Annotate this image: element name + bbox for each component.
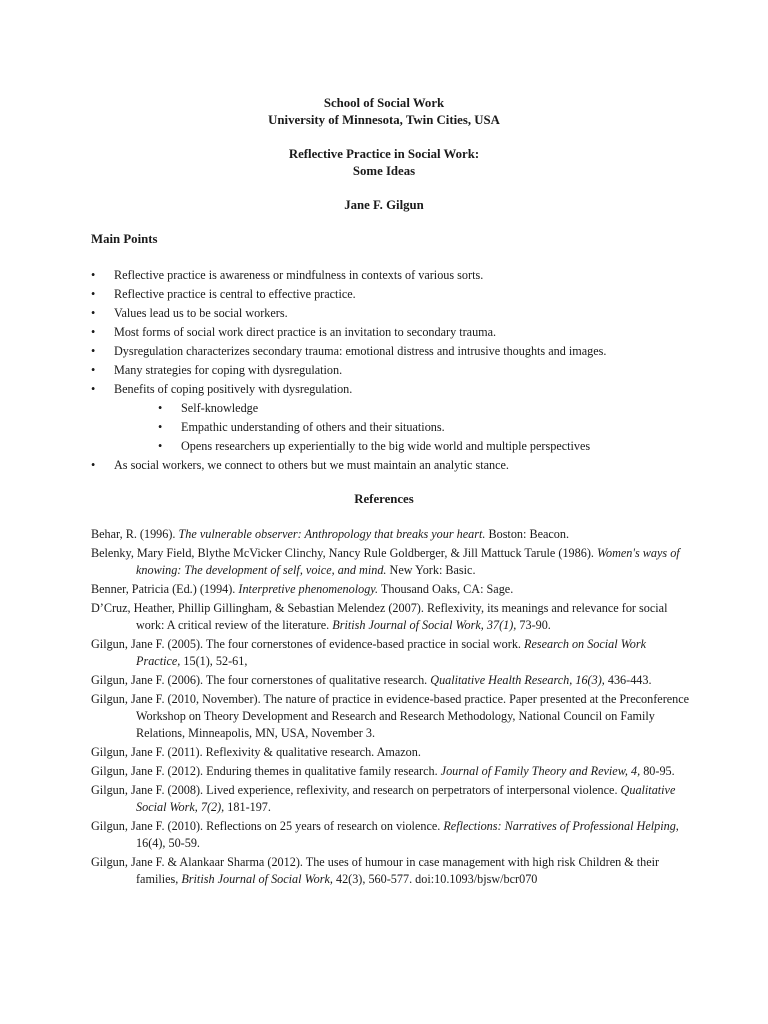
list-item-text: Reflective practice is awareness or mindfulness in contexts of various sorts.	[114, 268, 484, 282]
bullet-icon: •	[158, 439, 163, 453]
list-item-text: Benefits of coping positively with dysregulation.	[114, 382, 353, 396]
reference-text: Gilgun, Jane F. (2010). Reflections on 25 years of research on violence.	[91, 819, 444, 833]
bullet-icon: •	[158, 401, 163, 415]
list-item-text: Values lead us to be social workers.	[114, 306, 288, 320]
reference-entry	[91, 672, 691, 689]
university-name: University of Minnesota, Twin Cities, USA	[268, 113, 500, 127]
reference-text-end: 80-95.	[640, 764, 675, 778]
reference-text: Gilgun, Jane F. & Alankaar Sharma (2012). The uses of humour in case management with high risk Children & their families,	[91, 855, 660, 886]
reference-text-end: Boston: Beacon.	[485, 527, 570, 541]
reference-italic: Interpretive phenomenology.	[238, 582, 379, 596]
reference-text: Gilgun, Jane F. (2006). The four cornerstones of qualitative research.	[91, 673, 431, 687]
bullet-icon: •	[91, 306, 96, 320]
reference-entry	[91, 636, 691, 670]
list-item-text: Many strategies for coping with dysregulation.	[114, 363, 343, 377]
list-item	[91, 362, 691, 379]
reference-entry	[91, 545, 691, 579]
sub-list-item-text: Opens researchers up experientially to the big wide world and multiple perspectives	[181, 439, 591, 453]
document-header	[0, 95, 768, 214]
reference-italic: Qualitative Health Research, 16(3),	[430, 673, 605, 687]
reference-entry	[91, 744, 691, 761]
school-name: School of Social Work	[323, 96, 445, 110]
reference-text: Gilgun, Jane F. (2008). Lived experience, reflexivity, and research on perpetrators of interpersonal violence.	[91, 783, 621, 797]
reference-entry	[91, 600, 691, 634]
list-item	[91, 324, 691, 341]
reference-text: Gilgun, Jane F. (2011). Reflexivity & qualitative research. Amazon.	[91, 745, 421, 759]
reference-text: Behar, R. (1996).	[91, 527, 179, 541]
reference-text-end: 73-90.	[516, 618, 551, 632]
list-item	[91, 457, 691, 474]
reference-text-end: Thousand Oaks, CA: Sage.	[378, 582, 514, 596]
list-item-text: As social workers, we connect to others but we must maintain an analytic stance.	[114, 458, 509, 472]
sub-list-item-text: Empathic understanding of others and their situations.	[181, 420, 445, 434]
references-heading: References	[354, 492, 414, 506]
reference-text: Gilgun, Jane F. (2010, November). The nature of practice in evidence-based practice. Paper presented at the Preconference Workshop on Theory Development and Research and Research Methodology, National Council on Family Relations, Minneapolis, MN, USA, November 3.	[91, 692, 690, 740]
main-points-heading: Main Points	[91, 232, 158, 246]
title-line-1: Reflective Practice in Social Work:	[288, 147, 480, 161]
reference-entry	[91, 782, 691, 816]
author-name: Jane F. Gilgun	[344, 198, 424, 212]
reference-text: Gilgun, Jane F. (2005). The four cornerstones of evidence-based practice in social work.	[91, 637, 525, 651]
reference-italic: Women's ways of knowing: The development of self, voice, and mind.	[136, 546, 680, 577]
references-list	[91, 526, 691, 890]
reference-entry	[91, 526, 691, 543]
reference-italic: Reflections: Narratives of Professional Helping,	[443, 819, 679, 833]
reference-text-end: New York: Basic.	[386, 563, 476, 577]
reference-italic: British Journal of Social Work, 37(1),	[332, 618, 517, 632]
reference-entry	[91, 854, 691, 888]
benefits-sublist	[114, 400, 691, 455]
list-item-text: Reflective practice is central to effective practice.	[114, 287, 356, 301]
reference-italic: The vulnerable observer: Anthropology that breaks your heart.	[178, 527, 486, 541]
reference-text: Benner, Patricia (Ed.) (1994).	[91, 582, 239, 596]
bullet-icon: •	[91, 363, 96, 377]
reference-text-end: 181-197.	[224, 800, 271, 814]
list-item	[91, 343, 691, 360]
bullet-icon: •	[91, 268, 96, 282]
sub-list-item	[114, 419, 691, 436]
reference-italic: Research on Social Work Practice,	[136, 637, 646, 668]
reference-italic: British Journal of Social Work,	[181, 872, 333, 886]
title-line-2: Some Ideas	[352, 164, 416, 178]
reference-entry	[91, 581, 691, 598]
reference-text: D’Cruz, Heather, Phillip Gillingham, & Sebastian Melendez (2007). Reflexivity, its meanings and relevance for social work: A critical review of the literature.	[91, 601, 668, 632]
bullet-icon: •	[91, 287, 96, 301]
list-item	[91, 286, 691, 303]
reference-italic: Journal of Family Theory and Review, 4,	[440, 764, 641, 778]
reference-text-end: 16(4), 50-59.	[136, 836, 200, 850]
sub-list-item	[114, 400, 691, 417]
reference-text-end: 42(3), 560-577. doi:10.1093/bjsw/bcr070	[332, 872, 538, 886]
reference-text: Gilgun, Jane F. (2012). Enduring themes in qualitative family research.	[91, 764, 441, 778]
reference-entry	[91, 818, 691, 852]
reference-text: Belenky, Mary Field, Blythe McVicker Clinchy, Nancy Rule Goldberger, & Jill Mattuck Tarule (1986).	[91, 546, 597, 560]
reference-text-end: 436-443.	[604, 673, 652, 687]
bullet-icon: •	[91, 382, 96, 396]
bullet-icon: •	[91, 458, 96, 472]
bullet-icon: •	[91, 344, 96, 358]
reference-entry	[91, 763, 691, 780]
list-item	[91, 305, 691, 322]
sub-list-item	[114, 438, 691, 455]
bullet-icon: •	[91, 325, 96, 339]
main-points-list	[91, 267, 691, 476]
list-item	[91, 267, 691, 284]
reference-entry	[91, 691, 691, 742]
reference-text-end: 15(1), 52-61,	[180, 654, 248, 668]
list-item-text: Dysregulation characterizes secondary trauma: emotional distress and intrusive thoughts and images.	[114, 344, 607, 358]
bullet-icon: •	[158, 420, 163, 434]
list-item	[91, 381, 691, 455]
list-item-text: Most forms of social work direct practice is an invitation to secondary trauma.	[114, 325, 497, 339]
sub-list-item-text: Self-knowledge	[181, 401, 259, 415]
reference-italic: Qualitative Social Work, 7(2),	[136, 783, 676, 814]
